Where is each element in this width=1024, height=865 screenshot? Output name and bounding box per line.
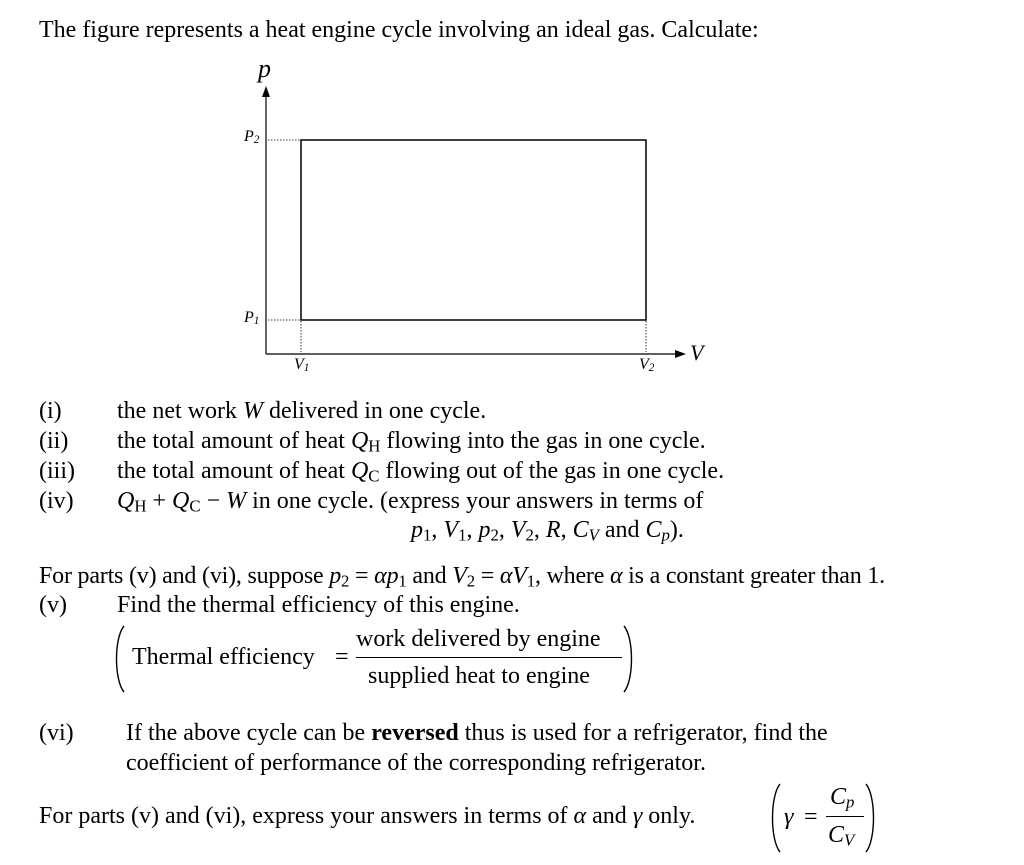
suppose-line: For parts (v) and (vi), suppose $p_2 = \alpha p_1$ and $V_2 = \alpha V_1$, where α is a constant greater than 1. <box>39 563 885 591</box>
gamma-fraction-bar <box>826 816 864 817</box>
v-axis-label: V <box>690 340 704 365</box>
gamma-equals: = <box>804 804 818 830</box>
part-i-text: the net work W delivered in one cycle. <box>117 398 487 424</box>
part-ii-number: (ii) <box>39 428 69 454</box>
v1-label: $V_1$ <box>294 356 310 375</box>
part-vi-number: (vi) <box>39 720 74 746</box>
part-iii-text: the total amount of heat $Q_C$ flowing out of the gas in one cycle. <box>117 458 725 486</box>
efficiency-equals: = <box>335 644 349 670</box>
part-v-number: (v) <box>39 592 67 618</box>
gamma-left-paren <box>768 782 782 854</box>
part-ii-text: the total amount of heat $Q_H$ flowing into the gas in one cycle. <box>117 428 706 456</box>
part-v-text: Find the thermal efficiency of this engine. <box>117 592 520 618</box>
efficiency-fraction-bar <box>356 657 622 658</box>
efficiency-left-paren <box>112 624 126 694</box>
part-vi-line1: If the above cycle can be reversed thus is used for a refrigerator, find the <box>126 720 828 746</box>
efficiency-denominator: supplied heat to engine <box>368 663 590 689</box>
gamma-numerator: $C_p$ <box>830 784 855 812</box>
p-axis-arrowhead <box>262 86 270 97</box>
pv-diagram <box>0 0 1024 400</box>
gamma-right-paren <box>864 782 878 854</box>
efficiency-right-paren <box>622 624 636 694</box>
part-vi-line2: coefficient of performance of the corresponding refrigerator. <box>126 750 706 776</box>
gamma-symbol: γ <box>784 804 794 830</box>
v-axis-arrowhead <box>675 350 686 358</box>
v2-label: $V_2$ <box>639 356 655 375</box>
part-iii-number: (iii) <box>39 458 75 484</box>
gamma-denominator: $C_V$ <box>828 822 855 850</box>
p1-label: $P_1$ <box>244 309 260 328</box>
efficiency-label: Thermal efficiency <box>132 644 315 670</box>
terms-line: $p_1$, $V_1$, $p_2$, $V_2$, R, $C_V$ and $C_p$). <box>411 517 684 545</box>
problem-intro: The figure represents a heat engine cycle involving an ideal gas. Calculate: <box>39 17 759 43</box>
part-iv-text: $Q_H + Q_C - W$ in one cycle. (express your answers in terms of <box>117 488 704 516</box>
efficiency-numerator: work delivered by engine <box>356 626 601 652</box>
part-iv-number: (iv) <box>39 488 74 514</box>
part-i-number: (i) <box>39 398 62 424</box>
p-axis-label: p <box>258 54 271 83</box>
p2-label: $P_2$ <box>244 128 260 147</box>
cycle-rectangle <box>301 140 646 320</box>
final-instruction: For parts (v) and (vi), express your answers in terms of α and γ only. <box>39 803 696 829</box>
